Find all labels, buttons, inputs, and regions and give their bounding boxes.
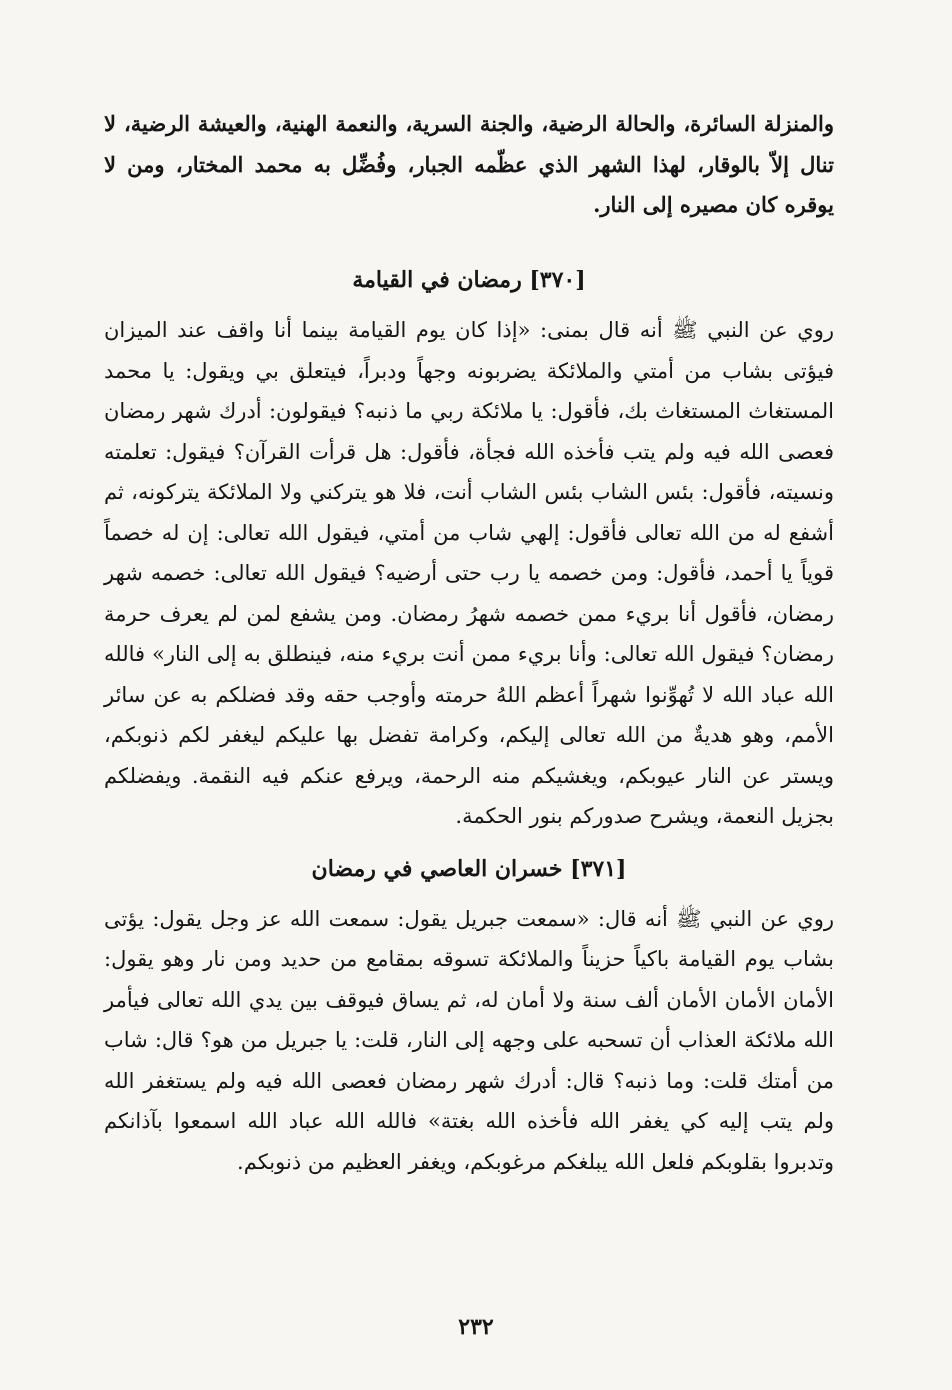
intro-paragraph: والمنزلة السائرة، والحالة الرضية، والجنة السرية، والنعمة الهنية، والعيشة الرضية، لا تنال إلاّ بالوقار، لهذا الشهر الذي عظّمه الجبار، وفُضِّل به محمد المختار، ومن لا يوقره كان مصيره إلى النار. xyxy=(104,111,834,217)
page-number: ٢٣٢ xyxy=(458,1314,494,1340)
section-371-heading: [٣٧١] خسران العاصي في رمضان xyxy=(311,855,627,882)
section-370-heading: [٣٧٠] رمضان في القيامة xyxy=(352,267,586,293)
section-370-body: روي عن النبي ﷺ أنه قال بمنى: «إذا كان يوم القيامة بينما أنا واقف عند الميزان فيؤتى بشاب من أمتي والملائكة يضربونه وجهاً ودبراً، فيتعلق بي ويقول: يا محمد المستغاث المستغاث بك، فأقول: يا ملائكة ربي ما ذنبه؟ فيقولون: أدرك شهر رمضان فعصى الله فيه ولم يتب فأخذه الله فجأة، فأقول: هل قرأت القرآن؟ فيقول: تعلمته ونسيته، فأقول: بئس الشاب بئس الشاب أنت، فلا هو يتركني ولا الملائكة يتركونه، ثم أشفع له من الله تعالى فأقول: إلهي شاب من أمتي، فيقول الله تعالى: إن له خصماً قوياً يا أحمد، فأقول: ومن خصمه يا رب حتى أرضيه؟ فيقول الله تعالى: خصمه شهر رمضان، فأقول أنا بريء ممن خصمه شهرُ رمضان. ومن يشفع لمن لم يعرف حرمة رمضان؟ فيقول الله تعالى: وأنا بريء ممن أنت بريء منه، فينطلق به إلى النار» فالله الله عباد الله لا تُهوِّنوا شهراً أعظم اللهُ حرمته وأوجب حقه وقد فضلكم به عن سائر الأمم، وهو هديةٌ من الله تعالى إليكم، وكرامة تفضل بها عليكم ليغفر لكم ذنوبكم، ويستر عن النار عيوبكم، ويغشيكم منه الرحمة، ويرفع عنكم فيه النقمة. ويفضلكم بجزيل النعمة، ويشرح صدوركم بنور الحكمة. xyxy=(104,318,834,828)
section-371-body: روي عن النبي ﷺ أنه قال: «سمعت جبريل يقول: سمعت الله عز وجل يقول: يؤتى بشاب يوم القيامة باكياً حزيناً والملائكة تسوقه بمقامع من حديد ومن نار وهو يقول: الأمان الأمان الأمان ألف سنة ولا أمان له، ثم يساق فيوقف بين يدي الله تعالى فيأمر الله ملائكة العذاب أن تسحبه على وجهه إلى النار، قلت: يا جبريل من هو؟ قال: شاب من أمتك قلت: وما ذنبه؟ قال: أدرك شهر رمضان فعصى الله فيه ولم يستغفر الله ولم يتب إليه كي يغفر الله فأخذه الله بغتة» فالله الله عباد الله اسمعوا بآذانكم وتدبروا بقلوبكم فلعل الله يبلغكم مرغوبكم، ويغفر العظيم من ذنوبكم. xyxy=(104,906,834,1174)
